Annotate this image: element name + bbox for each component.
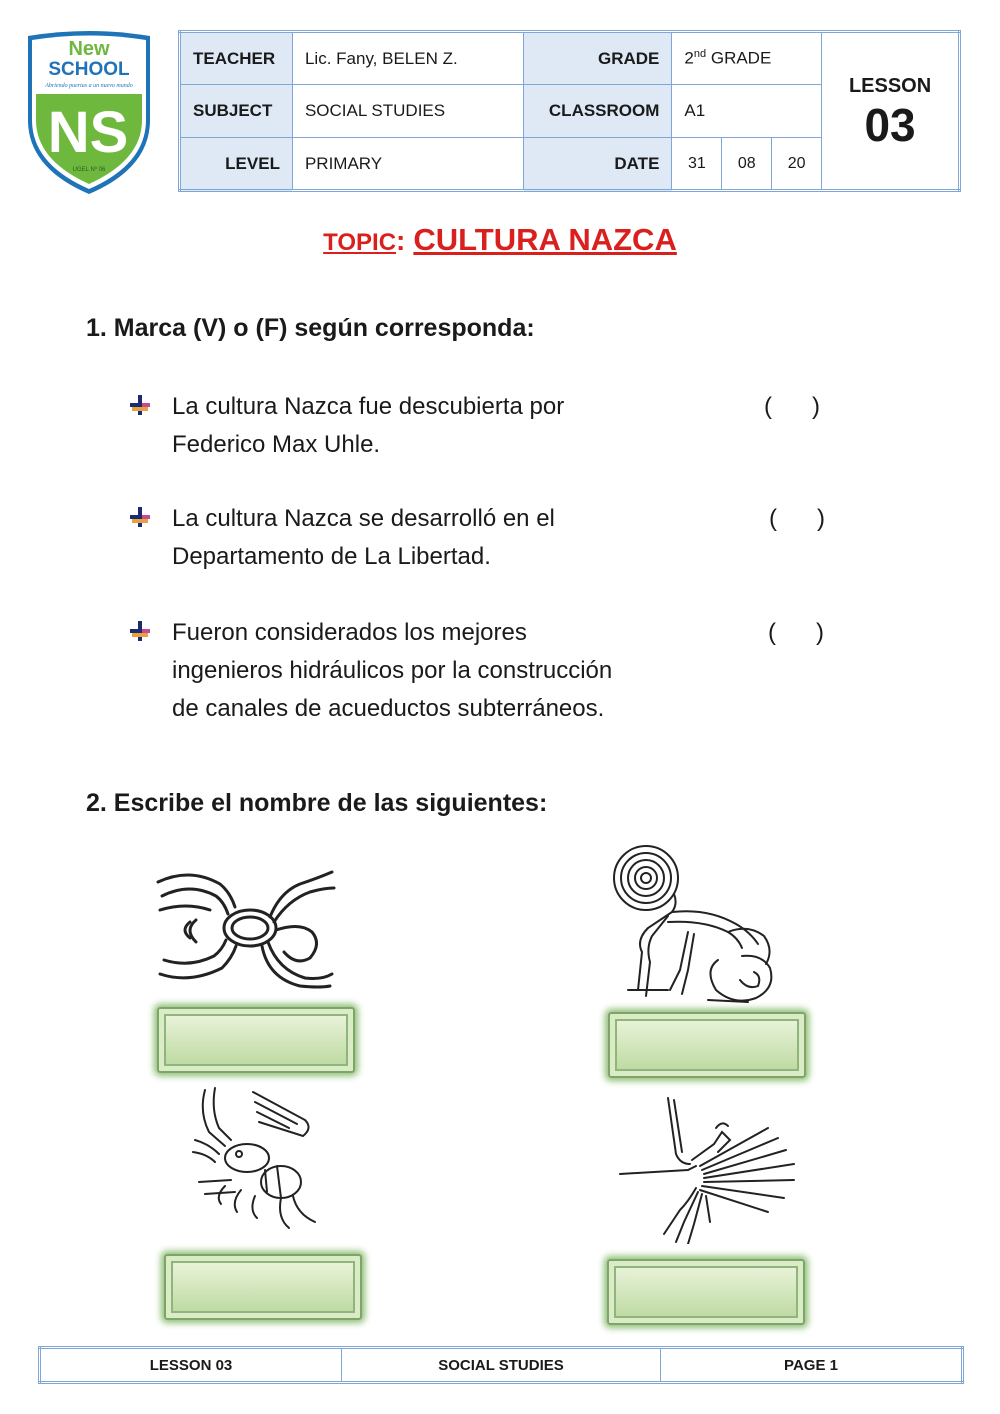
arrow-bullet-icon xyxy=(128,619,152,643)
teacher-value: Lic. Fany, BELEN Z. xyxy=(292,32,524,85)
answer-blank[interactable]: ( ) xyxy=(769,505,825,532)
topic-heading: TOPIC: CULTURA NAZCA xyxy=(323,222,677,257)
answer-box[interactable] xyxy=(608,1012,806,1078)
school-logo xyxy=(22,28,156,198)
classroom-value: A1 xyxy=(672,85,822,138)
topic-label: TOPIC xyxy=(323,229,397,256)
lesson-header-table xyxy=(178,30,961,192)
answer-blank[interactable]: ( ) xyxy=(768,619,824,646)
classroom-label: CLASSROOM xyxy=(524,85,672,138)
footer-subject: SOCIAL STUDIES xyxy=(342,1348,661,1383)
teacher-label: TEACHER xyxy=(180,32,293,85)
arrow-bullet-icon xyxy=(128,393,152,417)
monkey-geoglyph-icon xyxy=(608,840,798,1008)
svg-text:NS: NS xyxy=(47,100,129,165)
grade-label: GRADE xyxy=(524,32,672,85)
level-value: PRIMARY xyxy=(292,138,524,191)
date-month: 08 xyxy=(722,138,772,191)
subject-value: SOCIAL STUDIES xyxy=(292,85,524,138)
date-year: 20 xyxy=(772,138,822,191)
footer-page: PAGE 1 xyxy=(661,1348,963,1383)
date-label: DATE xyxy=(524,138,672,191)
footer-lesson: LESSON 03 xyxy=(40,1348,342,1383)
svg-text:Abriendo puertas a un nuevo mu: Abriendo puertas a un nuevo mundo xyxy=(45,83,133,89)
answer-box[interactable] xyxy=(164,1254,362,1320)
lesson-number: 03 xyxy=(864,98,916,151)
question-2-title: 2. Escribe el nombre de las siguientes: xyxy=(86,789,548,817)
subject-label: SUBJECT xyxy=(180,85,293,138)
question-1-title: 1. Marca (V) o (F) según corresponda: xyxy=(86,314,535,342)
arrow-bullet-icon xyxy=(128,505,152,529)
answer-box[interactable] xyxy=(157,1007,355,1073)
grade-value: 2nd GRADE xyxy=(672,32,822,85)
page-footer xyxy=(38,1346,964,1384)
date-day: 31 xyxy=(672,138,722,191)
level-label: LEVEL xyxy=(180,138,293,191)
answer-box[interactable] xyxy=(607,1259,805,1325)
condor-geoglyph-icon xyxy=(185,1082,330,1237)
svg-text:New: New xyxy=(68,38,110,60)
lesson-label: LESSON xyxy=(848,74,932,97)
spider-geoglyph-icon xyxy=(150,862,340,992)
hummingbird-geoglyph-icon xyxy=(618,1094,802,1244)
lesson-box xyxy=(822,32,960,191)
answer-blank[interactable]: ( ) xyxy=(764,393,820,420)
svg-text:SCHOOL: SCHOOL xyxy=(48,59,130,80)
topic-title: CULTURA NAZCA xyxy=(413,222,677,257)
svg-text:UGEL Nº 06: UGEL Nº 06 xyxy=(72,167,106,173)
